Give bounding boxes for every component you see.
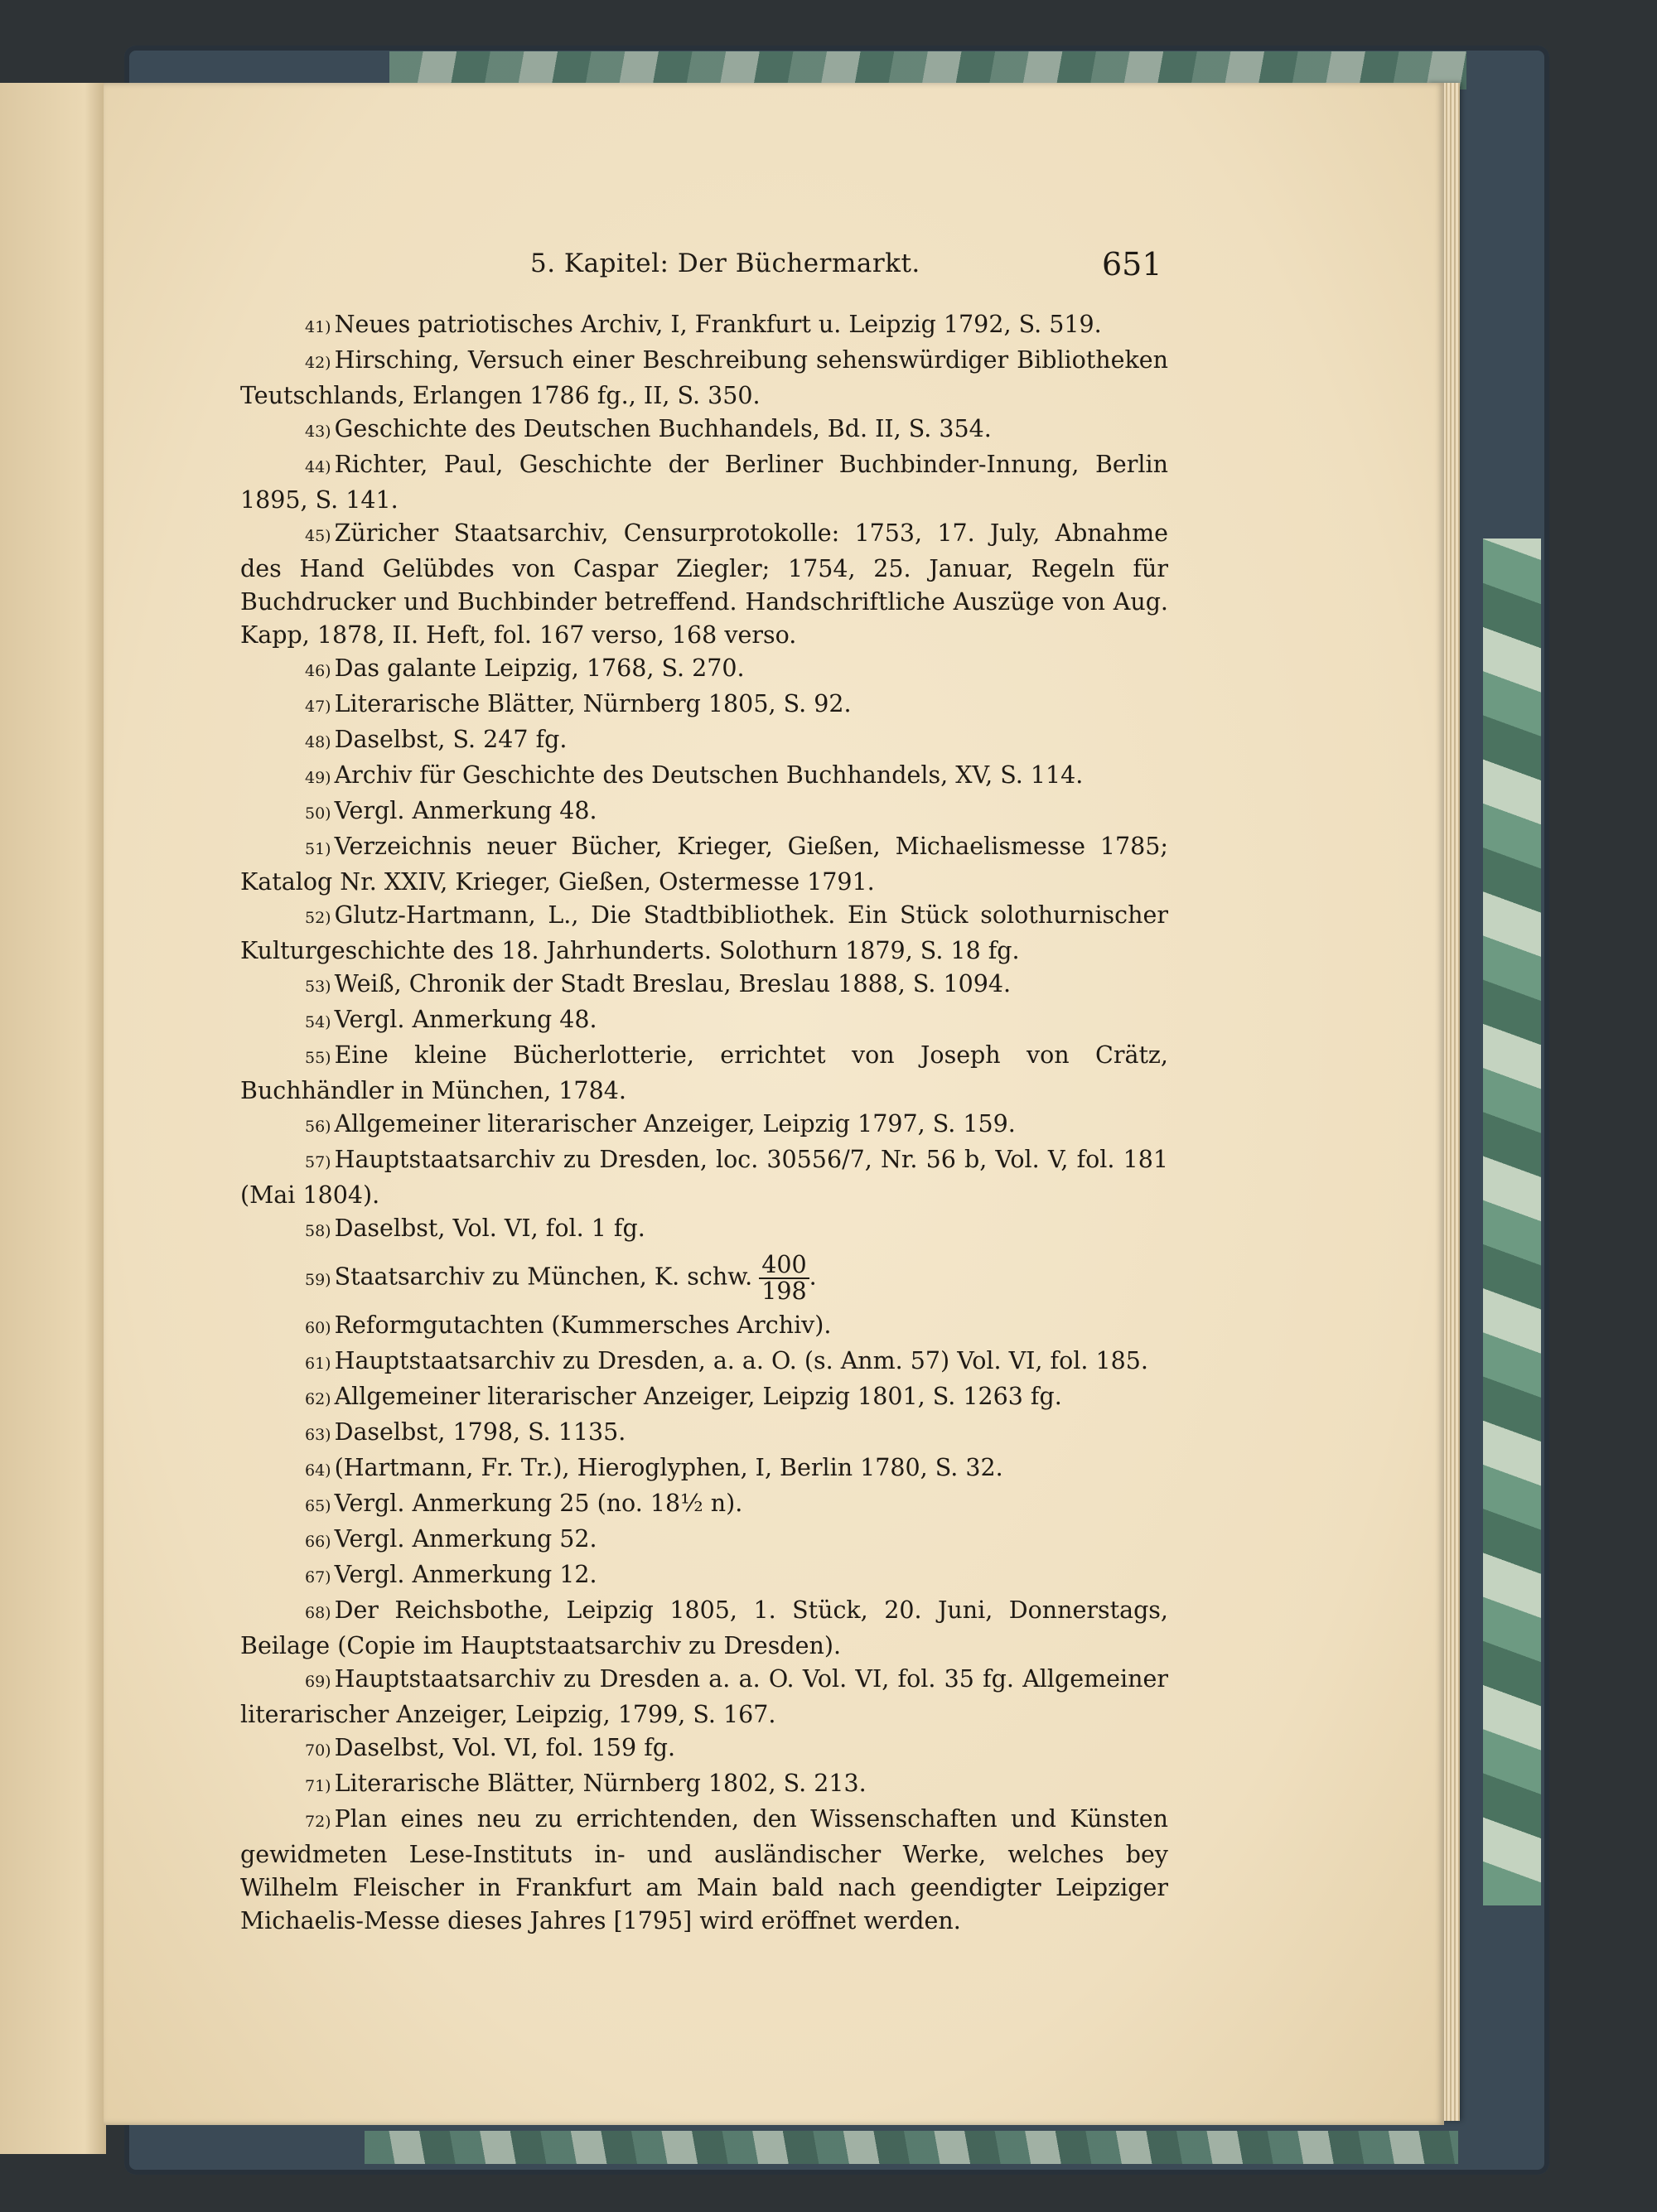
footnote-text: Hauptstaatsarchiv zu Dresden a. a. O. Vol. VI, fol. 35 fg. Allgemeiner literarischer Anzeiger, Leipzig, 1799, S. 167. bbox=[240, 1665, 1168, 1728]
footnote-number: 46) bbox=[305, 662, 331, 680]
footnote-number: 44) bbox=[305, 458, 331, 476]
footnote-text: Daselbst, 1798, S. 1135. bbox=[334, 1418, 626, 1446]
footnote-text: Allgemeiner literarischer Anzeiger, Leipzig 1801, S. 1263 fg. bbox=[334, 1383, 1062, 1410]
footnote-text: Vergl. Anmerkung 48. bbox=[334, 797, 597, 824]
footnote-number: 47) bbox=[305, 698, 331, 716]
footnote bbox=[240, 688, 1168, 723]
footnote-text: Vergl. Anmerkung 48. bbox=[334, 1006, 597, 1033]
footnote bbox=[240, 1558, 1168, 1594]
footnote bbox=[240, 830, 1168, 899]
footnote bbox=[240, 344, 1168, 413]
footnote-text: Richter, Paul, Geschichte der Berliner Buchbinder-Innung, Berlin 1895, S. 141. bbox=[240, 451, 1168, 514]
footnote-number: 54) bbox=[305, 1013, 331, 1031]
footnote bbox=[240, 794, 1168, 830]
footnote bbox=[240, 1594, 1168, 1663]
footnote-list bbox=[240, 308, 1168, 1938]
footnote-number: 53) bbox=[305, 978, 331, 996]
footnote-number: 63) bbox=[305, 1426, 331, 1444]
footnote-number: 43) bbox=[305, 423, 331, 441]
footnote bbox=[240, 1663, 1168, 1731]
footnote: 59) Staatsarchiv zu München, K. schw. $\frac{400}{198}$ . bbox=[305, 1251, 817, 1305]
footnote-text: Plan eines neu zu errichtenden, den Wissenschaften und Künsten gewidmeten Lese-Instituts in- und ausländischer Werke, welches bey Wilhelm Fleischer in Frankfurt am Main bald nach geendigter Leipziger Michaelis-Messe dieses Jahres [1795] wird eröffnet werden. bbox=[240, 1805, 1168, 1934]
footnote bbox=[240, 723, 1168, 759]
footnote bbox=[240, 517, 1168, 652]
footnote-number: 51) bbox=[305, 840, 331, 858]
footnote bbox=[240, 1803, 1168, 1938]
footnote-number: 50) bbox=[305, 804, 331, 823]
footnote bbox=[240, 1451, 1168, 1487]
footnote-text: Allgemeiner literarischer Anzeiger, Leipzig 1797, S. 159. bbox=[334, 1110, 1016, 1137]
footnote-text: Weiß, Chronik der Stadt Breslau, Breslau 1888, S. 1094. bbox=[334, 970, 1012, 997]
footnote bbox=[240, 1487, 1168, 1523]
footnote-text: Vergl. Anmerkung 12. bbox=[334, 1561, 597, 1588]
footnote-text: Verzeichnis neuer Bücher, Krieger, Gießen, Michaelismesse 1785; Katalog Nr. XXIV, Krieger, Gießen, Ostermesse 1791. bbox=[240, 833, 1168, 896]
footnote bbox=[240, 1416, 1168, 1451]
footnote bbox=[240, 448, 1168, 517]
footnote-number: 49) bbox=[305, 769, 331, 787]
footnote bbox=[240, 1380, 1168, 1416]
footnote bbox=[240, 1767, 1168, 1803]
footnote-text: Reformgutachten (Kummersches Archiv). bbox=[334, 1311, 832, 1339]
footnote bbox=[240, 413, 1168, 448]
footnote bbox=[240, 968, 1168, 1003]
footnote-text: Hauptstaatsarchiv zu Dresden, loc. 30556/7, Nr. 56 b, Vol. V, fol. 181 (Mai 1804). bbox=[240, 1146, 1168, 1209]
footnote-number: 52) bbox=[305, 909, 331, 927]
footnote-number: 65) bbox=[305, 1497, 331, 1515]
marbled-edge-right bbox=[1483, 539, 1541, 1905]
footnote-text: Das galante Leipzig, 1768, S. 270. bbox=[334, 654, 745, 682]
footnote-text: Hirsching, Versuch einer Beschreibung sehenswürdiger Bibliotheken Teutschlands, Erlangen 1786 fg., II, S. 350. bbox=[240, 346, 1168, 409]
footnote-text: Daselbst, Vol. VI, fol. 1 fg. bbox=[334, 1215, 645, 1242]
footnote-number: 41) bbox=[305, 318, 331, 336]
footnote bbox=[240, 1039, 1168, 1108]
footnote-text: Literarische Blätter, Nürnberg 1802, S. 213. bbox=[334, 1770, 867, 1797]
footnote bbox=[240, 1309, 1168, 1345]
footnote bbox=[240, 1523, 1168, 1558]
footnote bbox=[240, 1003, 1168, 1039]
footnote bbox=[240, 1143, 1168, 1212]
footnote-text: Eine kleine Bücherlotterie, errichtet von Joseph von Crätz, Buchhändler in München, 1784. bbox=[240, 1041, 1168, 1104]
footnote-text: Hauptstaatsarchiv zu Dresden, a. a. O. (s. Anm. 57) Vol. VI, fol. 185. bbox=[334, 1347, 1148, 1374]
footnote-text: Daselbst, Vol. VI, fol. 159 fg. bbox=[334, 1734, 676, 1761]
footnote-text: Geschichte des Deutschen Buchhandels, Bd. II, S. 354. bbox=[334, 415, 992, 442]
footnote-number: 72) bbox=[305, 1813, 331, 1831]
footnote-number: 66) bbox=[305, 1533, 331, 1551]
footnote-number: 71) bbox=[305, 1777, 331, 1795]
footnote-number: 57) bbox=[305, 1153, 331, 1171]
footnote-text: (Hartmann, Fr. Tr.), Hieroglyphen, I, Berlin 1780, S. 32. bbox=[334, 1454, 1003, 1481]
footnote-text: Archiv für Geschichte des Deutschen Buchhandels, XV, S. 114. bbox=[334, 761, 1084, 789]
fraction bbox=[759, 1253, 809, 1304]
footnote-text: Vergl. Anmerkung 52. bbox=[334, 1525, 597, 1553]
footnote bbox=[240, 759, 1168, 794]
footnote-number: 58) bbox=[305, 1222, 331, 1240]
marbled-edge-bottom bbox=[365, 2131, 1458, 2164]
footnote-number: 69) bbox=[305, 1673, 331, 1691]
footnote-number: 42) bbox=[305, 354, 331, 372]
facing-page-edge bbox=[0, 83, 106, 2154]
footnote-number: 59) bbox=[305, 1270, 331, 1289]
footnote bbox=[240, 1108, 1168, 1143]
footnote-number: 45) bbox=[305, 527, 331, 545]
footnote bbox=[240, 1731, 1168, 1767]
footnote-number: 67) bbox=[305, 1568, 331, 1587]
footnote-number: 61) bbox=[305, 1355, 331, 1373]
footnote-number: 56) bbox=[305, 1118, 331, 1136]
footnote-text: Daselbst, S. 247 fg. bbox=[334, 726, 568, 753]
fraction-denominator: 198 bbox=[761, 1277, 807, 1305]
footnote-text: Staatsarchiv zu München, K. schw. bbox=[334, 1263, 753, 1291]
footnote-number: 64) bbox=[305, 1461, 331, 1480]
footnote-text: Züricher Staatsarchiv, Censurprotokolle: 1753, 17. July, Abnahme des Hand Gelübdes von Caspar Ziegler; 1754, 25. Januar, Regeln für Buchdrucker und Buchbinder betreffend. Handschriftliche Auszüge von Aug. Kapp, 1878, II. Heft, fol. 167 verso, 168 verso. bbox=[240, 519, 1168, 649]
footnote-text: Neues patriotisches Archiv, I, Frankfurt u. Leipzig 1792, S. 519. bbox=[334, 311, 1102, 338]
footnote bbox=[240, 1345, 1168, 1380]
footnote-number: 70) bbox=[305, 1741, 331, 1760]
footnote-number: 60) bbox=[305, 1319, 331, 1337]
footnote-text: Der Reichsbothe, Leipzig 1805, 1. Stück, 20. Juni, Donnerstags, Beilage (Copie im Hauptstaatsarchiv zu Dresden). bbox=[240, 1596, 1168, 1659]
footnote bbox=[240, 308, 1168, 344]
footnote-text: Vergl. Anmerkung 25 (no. 18½ n). bbox=[334, 1490, 743, 1517]
footnote-text: Glutz-Hartmann, L., Die Stadtbibliothek. Ein Stück solothurnischer Kulturgeschichte des 18. Jahrhunderts. Solothurn 1879, S. 18 fg. bbox=[240, 901, 1168, 964]
footnote bbox=[240, 1212, 1168, 1248]
footnote bbox=[240, 899, 1168, 968]
footnote-number: 62) bbox=[305, 1390, 331, 1408]
footnote bbox=[240, 652, 1168, 688]
footnote-number: 55) bbox=[305, 1049, 331, 1067]
footnote-text: Literarische Blätter, Nürnberg 1805, S. 92. bbox=[334, 690, 852, 717]
footnote-number: 68) bbox=[305, 1604, 331, 1622]
running-header: 5. Kapitel: Der Büchermarkt. bbox=[530, 249, 920, 278]
footnote-number: 48) bbox=[305, 733, 331, 751]
page-number: 651 bbox=[1102, 246, 1162, 283]
fraction-numerator: 400 bbox=[759, 1253, 809, 1279]
